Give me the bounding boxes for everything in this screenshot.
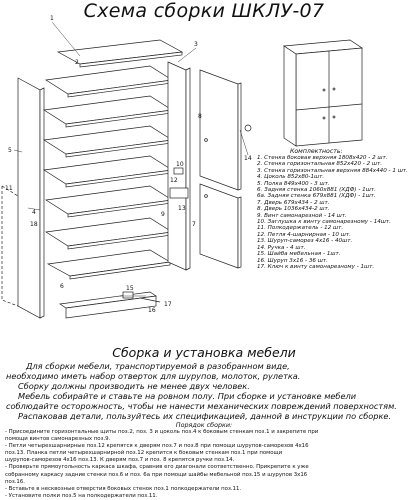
callout-4: 4 bbox=[32, 209, 36, 216]
kit-item: 9. Винт самонарезной - 14 шт. bbox=[257, 212, 347, 219]
callout-9: 9 bbox=[161, 211, 165, 218]
intro-line: необходимо иметь набор отверток для шурупов, молоток, рулетка. bbox=[6, 371, 301, 381]
assembly-step: помощи винтов самонарезных поз.9. bbox=[5, 436, 111, 443]
kit-item: 16. Шуруп 3х16 - 36 шт. bbox=[257, 257, 328, 264]
kit-list bbox=[257, 155, 407, 270]
callout-5: 5 bbox=[8, 147, 12, 154]
assembly-step: - Вставьте в несквозные отверстия боковых стенок поз.1 полкодержатели поз.11. bbox=[5, 485, 242, 492]
callout-14: 14 bbox=[244, 155, 252, 162]
assembly-step: - Петли четырехшарнирные поз.12 крепятся к дверям поз.7 и поз.8 при помощи шурупов-саморезов 4х16 bbox=[5, 443, 309, 450]
assembly-step: шурупов-саморезов 4х16 поз.13. К дверям поз.7 и поз. 8 крепятся ручки поз.14. bbox=[5, 457, 235, 464]
callout-8: 8 bbox=[198, 113, 202, 120]
callout-1: 1 bbox=[50, 15, 54, 22]
kit-item: 2. Стенка горизонтальная 852х420 - 2 шт. bbox=[257, 161, 383, 168]
intro-line: соблюдайте осторожность, чтобы не нанести механических повреждений поверхностям. bbox=[6, 401, 397, 411]
kit-item: 10. Заглушка к винту самонарезному - 14шт. bbox=[257, 219, 391, 226]
kit-item: 5. Полка 849х400 - 3 шт. bbox=[257, 180, 330, 187]
assembly-step: - Проверьте прямоугольность каркаса шкафа, сравнив его диагонали соответственно. Прикрепите к уже bbox=[5, 464, 309, 471]
callout-13: 13 bbox=[178, 205, 186, 212]
kit-item: 11. Полкодержатель - 12 шт. bbox=[257, 225, 344, 232]
callout-17: 17 bbox=[164, 301, 172, 308]
kit-item: 14. Ручка - 4 шт. bbox=[257, 244, 306, 251]
page-title: Схема сборки ШКЛУ-07 bbox=[83, 0, 325, 22]
kit-item: 3. Стенка горизонтальная верхняя 884х440 - 1 шт. bbox=[257, 167, 408, 174]
callout-15: 15 bbox=[126, 285, 134, 292]
assembly-step: поз.16. bbox=[5, 478, 25, 485]
callout-10: 10 bbox=[176, 161, 184, 168]
assembly-step: собранному каркасу задние стенки поз.6 и поз. 6а при помощи шайбы мебельной поз.15 и шурупов 3х16 bbox=[5, 471, 308, 478]
callout-16: 16 bbox=[148, 307, 156, 314]
kit-item: 12. Петля 4-шарнирная - 10 шт. bbox=[257, 231, 351, 238]
intro-line: Для сборки мебели, транспортируемой в разобранном виде, bbox=[26, 361, 290, 371]
kit-item: 6а. Задняя стенка 679х881 (ХДФ) - 1шт. bbox=[257, 193, 376, 200]
callout-12: 12 bbox=[170, 177, 178, 184]
kit-item: 6. Задняя стенка 1060х881 (ХДФ) - 1шт. bbox=[257, 187, 376, 194]
callout-7: 7 bbox=[192, 221, 196, 228]
kit-item: 1. Стенка боковая верхняя 1808х420 - 2 шт. bbox=[257, 155, 388, 161]
callout-2: 2 bbox=[75, 59, 79, 66]
intro-line: Распаковав детали, пользуйтесь их спецификацией, данной в инструкции по сборке. bbox=[18, 411, 392, 421]
assembled-wardrobe-icon bbox=[284, 40, 362, 146]
assembly-step: - Присоедините горизонтальные щиты поз.2, поз. 3 и цоколь поз.4 к боковым стенкам поз.1 и закрепите при bbox=[5, 429, 319, 435]
left-side-wall bbox=[18, 78, 44, 318]
kit-title: Комплектность: bbox=[290, 148, 343, 155]
assembly-title: Порядок сборки: bbox=[175, 421, 233, 429]
kit-item: 7. Дверь 679х434 - 2 шт. bbox=[257, 199, 330, 206]
intro-line: Сборку должны производить не менее двух человек. bbox=[18, 381, 250, 391]
callout-3: 3 bbox=[194, 41, 198, 48]
assembly-step: - Установите полки поз.5 на полкодержатели поз.11. bbox=[5, 492, 158, 499]
kit-item: 13. Шуруп-саморез 4х16 - 40шт. bbox=[257, 238, 353, 245]
intro-line: Мебель собирайте и ставьте на ровном полу. При сборке и установке мебели bbox=[18, 391, 357, 401]
kit-item: 8. Дверь 1036х434-2 шт. bbox=[257, 206, 330, 213]
callout-18: 18 bbox=[30, 221, 38, 228]
kit-item: 15. Шайба мебельная - 1шт. bbox=[257, 251, 341, 258]
callout-11: 11 bbox=[5, 185, 13, 192]
shelves bbox=[44, 66, 172, 279]
assembly-steps bbox=[5, 429, 407, 500]
callout-6: 6 bbox=[60, 283, 64, 290]
back-panel-outline bbox=[2, 186, 18, 306]
doors bbox=[200, 70, 241, 268]
section-heading: Сборка и установка мебели bbox=[112, 345, 296, 360]
kit-item: 17. Ключ к винту самонарезному - 1шт. bbox=[257, 263, 375, 270]
kit-item: 4. Цоколь 852х80-1шт. bbox=[257, 174, 325, 181]
assembly-step: поз.13. Планка петли четырехшарнирной поз.12 крепится к боковым стенкам поз.1 при помощи bbox=[5, 450, 283, 457]
